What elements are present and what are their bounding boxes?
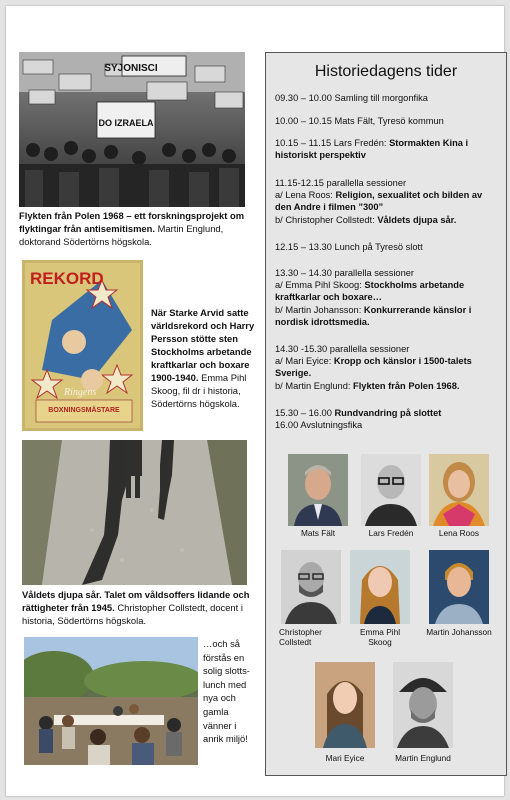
schedule-row	[275, 343, 499, 355]
schedule-row-text: a/ Mari Eyice:	[275, 356, 334, 366]
rekord-caption	[151, 306, 259, 410]
speaker-portrait	[361, 454, 421, 540]
schedule-row	[275, 279, 499, 304]
speaker-name: Christopher Collstedt	[279, 627, 322, 647]
lunch-caption	[203, 637, 258, 746]
schedule-row-text: b/ Christopher Collstedt:	[275, 215, 378, 225]
sign-text-2: DO IZRAELA	[98, 118, 154, 128]
schedule-row	[275, 407, 499, 419]
schedule-row	[275, 419, 499, 431]
schedule-row-text: a/ Lena Roos:	[275, 190, 336, 200]
speaker-portrait	[421, 550, 497, 640]
schedule-row-text: 15.30 – 16.00	[275, 408, 335, 418]
schedule-row-text: 10.00 – 10.15 Mats Fält, Tyresö kommun	[275, 116, 444, 126]
lunch-photo	[24, 637, 198, 765]
schedule-row	[275, 304, 499, 329]
speaker-portrait	[429, 454, 489, 540]
schedule-row-text: 09.30 – 10.00 Samling till morgonfika	[275, 93, 428, 103]
schedule-row-text: a/ Emma Pihl Skoog:	[275, 280, 365, 290]
schedule-row-text: 12.15 – 13.30 Lunch på Tyresö slott	[275, 242, 423, 252]
schedule-row	[275, 189, 499, 214]
sign-text-1: SYJONISCI	[104, 63, 158, 74]
schedule-row-text: 11.15-12.15 parallella sessioner	[275, 178, 407, 188]
road-shadow-photo	[22, 440, 247, 585]
schedule-row-text: 14.30 -15.30 parallella sessioner	[275, 344, 410, 354]
schedule-row-title: Konkurrerande känslor i nordisk idrottsmedia.	[275, 305, 472, 328]
schedule-row	[275, 214, 499, 226]
speaker-name: Lena Roos	[438, 528, 480, 538]
protest-photo	[19, 52, 245, 207]
schedule-title: Historiedagens tider	[314, 63, 458, 80]
program-page	[6, 6, 504, 796]
schedule-row	[275, 380, 499, 392]
road-caption-bold: Våldets djupa sår. Talet om våldsoffers lidande och rättigheter från 1945.	[22, 589, 250, 613]
schedule-row	[275, 115, 499, 127]
schedule-row-text: 13.30 – 14.30 parallella sessioner	[275, 268, 415, 278]
schedule-row-title: Religion, sexualitet och bilden av den Andre i filmen ”300”	[275, 190, 483, 213]
rekord-caption-bold: När Starke Arvid satte världsrekord och Harry Persson stötte sten Stockholms arbetande kraftkarlar och boxare 1900-1940.	[151, 307, 255, 383]
schedule-row	[275, 177, 499, 189]
speaker-portrait	[389, 662, 457, 766]
schedule-row	[275, 355, 499, 380]
poster-subtitle: Ringens	[64, 387, 97, 398]
schedule-row-text: b/ Martin Englund:	[275, 381, 354, 391]
speaker-name: Emma Pihl Skoog	[359, 627, 401, 647]
schedule-row	[275, 137, 499, 162]
speaker-name: Martin Englund	[395, 753, 451, 763]
schedule-row	[275, 241, 499, 253]
protest-caption	[19, 209, 247, 248]
rekord-caption-author: Emma Pihl Skoog, fil dr i historia, Södertörns högskola.	[151, 372, 247, 409]
poster-subtitle-2: BOXNINGSMÄSTARE	[48, 407, 120, 414]
schedule-row-text: 10.15 – 11.15 Lars Fredén:	[275, 138, 390, 148]
speaker-name: Lars Fredén	[368, 528, 414, 538]
road-caption	[22, 588, 250, 627]
schedule-row-title: Flykten från Polen 1968.	[353, 381, 460, 391]
road-caption-author: Christopher Collstedt, docent i historia, Södertörns högskola.	[22, 602, 243, 626]
protest-caption-author: Martin Englund, doktorand Södertörns högskola.	[19, 223, 224, 247]
schedule-row-title: Stormakten Kina i historiskt perspektiv	[275, 138, 469, 161]
poster-title: REKORD	[30, 269, 104, 288]
schedule-panel	[265, 52, 507, 776]
schedule-row-title: Våldets djupa sår.	[377, 215, 457, 225]
protest-caption-bold: Flykten från Polen 1968 – ett forskningsprojekt om flyktingar från antisemitismen.	[19, 210, 245, 234]
schedule-row-title: Kropp och känslor i 1500-talets Sverige.	[275, 356, 472, 379]
speaker-portrait	[281, 550, 341, 650]
speaker-name: Martin Johansson	[426, 627, 492, 637]
speaker-portrait	[348, 550, 412, 647]
schedule-row-title: Rundvandring på slottet	[334, 408, 442, 418]
schedule-row	[275, 267, 499, 279]
schedule-row	[275, 92, 499, 104]
schedule-row-title: Stockholms arbetande kraftkarlar och boxare…	[275, 280, 465, 303]
speaker-portrait	[288, 454, 348, 540]
schedule-row-text: 16.00 Avslutningsfika	[275, 420, 363, 430]
lunch-caption-text: …och så förstås en solig slotts-lunch med nya och gamla vänner i anrik miljö!	[203, 638, 250, 745]
speaker-name: Mari Eyice	[325, 753, 365, 763]
rekord-poster	[22, 260, 143, 431]
speaker-portrait	[313, 662, 377, 766]
schedule-row-text: b/ Martin Johansson:	[275, 305, 364, 315]
speaker-name: Mats Fält	[300, 528, 336, 538]
